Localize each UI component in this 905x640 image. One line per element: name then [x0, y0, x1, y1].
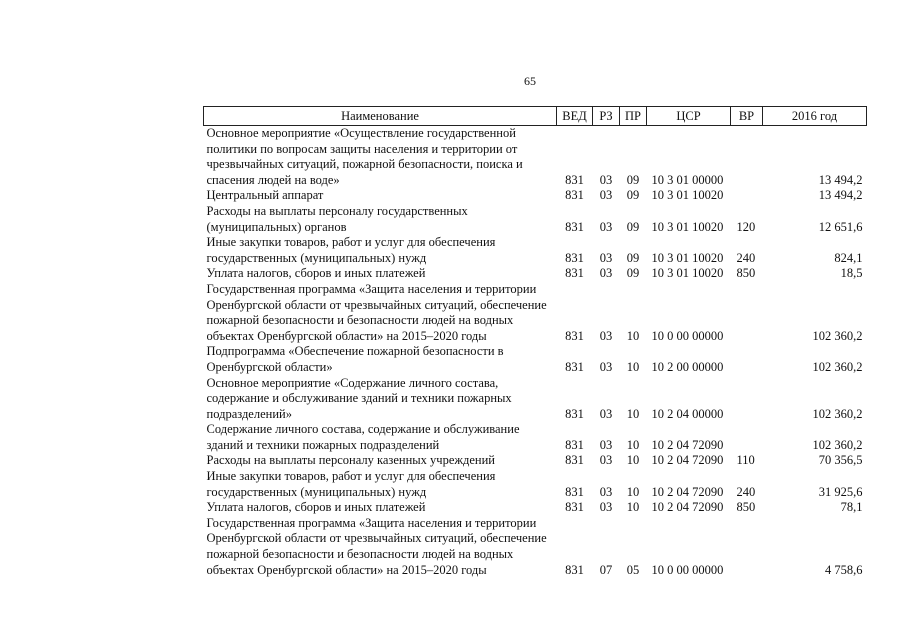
- row-csr: 10 2 04 72090: [651, 484, 724, 499]
- row-vr: [731, 188, 763, 204]
- row-csr: 10 3 01 00000: [651, 172, 724, 187]
- table-row: [204, 422, 867, 453]
- table-row: [204, 235, 867, 266]
- row-csr: 10 3 01 10020: [651, 188, 724, 203]
- row-name: Основное мероприятие «Содержание личного состава, содержание и обслуживание зданий и техники пожарных подразделений»: [206, 375, 512, 421]
- row-vr: [731, 282, 763, 344]
- row-ved: 831: [565, 188, 584, 203]
- row-name: Подпрограмма «Обеспечение пожарной безопасности в Оренбургской области»: [206, 344, 504, 374]
- row-vr: 110: [736, 453, 755, 468]
- budget-table: [203, 106, 867, 578]
- row-pr: 09: [626, 188, 640, 203]
- table-row: [204, 282, 867, 344]
- table-row: [204, 344, 867, 375]
- row-ved: 831: [565, 219, 584, 234]
- row-pr: 09: [626, 250, 640, 265]
- row-pr: 10: [626, 500, 640, 515]
- row-vr: 240: [736, 484, 756, 499]
- row-rz: 03: [599, 453, 613, 468]
- row-sum: 31 925,6: [818, 484, 863, 499]
- row-name: Уплата налогов, сборов и иных платежей: [206, 500, 426, 515]
- row-sum: 78,1: [840, 500, 863, 515]
- row-rz: 03: [599, 250, 613, 265]
- row-vr: [731, 376, 763, 423]
- row-pr: 10: [626, 328, 640, 343]
- row-name: Иные закупки товаров, работ и услуг для обеспечения государственных (муниципальных) нужд: [206, 469, 496, 499]
- row-name: Расходы на выплаты персоналу казенных учреждений: [206, 453, 495, 468]
- row-vr: 850: [736, 500, 756, 515]
- row-ved: 831: [565, 406, 584, 421]
- row-vr: [731, 422, 763, 453]
- table-row: [204, 500, 867, 516]
- row-pr: 10: [626, 359, 640, 374]
- row-rz: 03: [599, 500, 613, 515]
- row-pr: 10: [626, 437, 640, 452]
- table-row: [204, 376, 867, 423]
- row-rz: 03: [599, 437, 613, 452]
- row-csr: 10 3 01 10020: [651, 266, 724, 281]
- header-vr: ВР: [731, 107, 763, 126]
- row-rz: 03: [599, 219, 613, 234]
- row-csr: 10 0 00 00000: [651, 328, 724, 343]
- row-rz: 03: [599, 484, 613, 499]
- row-name: Расходы на выплаты персоналу государственных (муниципальных) органов: [206, 203, 468, 234]
- page-number: 65: [524, 74, 536, 88]
- header-pr: ПР: [620, 107, 647, 126]
- row-name: Центральный аппарат: [206, 188, 324, 203]
- row-vr: 240: [736, 250, 756, 265]
- table-row: [204, 188, 867, 204]
- row-csr: 10 0 00 00000: [651, 562, 724, 577]
- table-row: [204, 204, 867, 235]
- row-csr: 10 2 04 72090: [651, 437, 724, 452]
- header-sum: 2016 год: [763, 107, 867, 126]
- row-sum: 70 356,5: [818, 453, 863, 468]
- row-ved: 831: [565, 266, 584, 281]
- row-sum: 824,1: [834, 250, 863, 265]
- row-rz: 03: [599, 172, 613, 187]
- row-pr: 09: [626, 219, 640, 234]
- row-ved: 831: [565, 500, 584, 515]
- row-ved: 831: [565, 562, 584, 577]
- row-csr: 10 2 04 72090: [651, 500, 724, 515]
- row-sum: 13 494,2: [818, 172, 863, 187]
- row-rz: 03: [599, 406, 613, 421]
- row-name: Содержание личного состава, содержание и обслуживание зданий и техники пожарных подразделений: [206, 422, 520, 452]
- row-pr: 10: [626, 453, 640, 468]
- row-sum: 102 360,2: [812, 328, 863, 343]
- row-ved: 831: [565, 484, 584, 499]
- row-sum: 102 360,2: [812, 359, 863, 374]
- row-vr: 120: [736, 219, 756, 234]
- header-ved: ВЕД: [557, 107, 593, 126]
- row-pr: 05: [626, 562, 640, 577]
- row-ved: 831: [565, 172, 584, 187]
- row-csr: 10 2 00 00000: [651, 359, 724, 374]
- row-rz: 03: [599, 359, 613, 374]
- row-vr: [731, 516, 763, 578]
- row-rz: 03: [599, 188, 613, 203]
- table-row: [204, 516, 867, 578]
- row-sum: 102 360,2: [812, 437, 863, 452]
- row-ved: 831: [565, 328, 584, 343]
- row-ved: 831: [565, 250, 584, 265]
- row-rz: 03: [599, 266, 613, 281]
- row-ved: 831: [565, 437, 584, 452]
- row-pr: 09: [626, 266, 640, 281]
- row-vr: [731, 344, 763, 375]
- table-row: [204, 453, 867, 469]
- row-rz: 03: [599, 328, 613, 343]
- row-rz: 07: [599, 562, 613, 577]
- row-csr: 10 3 01 10020: [651, 219, 724, 234]
- row-pr: 10: [626, 484, 640, 499]
- row-sum: 13 494,2: [818, 188, 863, 203]
- row-sum: 12 651,6: [818, 219, 863, 234]
- table-row: [204, 469, 867, 500]
- row-vr: 850: [736, 266, 756, 281]
- row-sum: 4 758,6: [825, 562, 863, 577]
- table-row: [204, 266, 867, 282]
- row-name: Основное мероприятие «Осуществление государственной политики по вопросам защиты населения и территории от чрезвычайных ситуаций, пожарной безопасности, поиска и спасения людей на воде»: [206, 126, 523, 187]
- row-sum: 102 360,2: [812, 406, 863, 421]
- row-name: Уплата налогов, сборов и иных платежей: [206, 266, 426, 281]
- row-pr: 09: [626, 172, 640, 187]
- row-name: Государственная программа «Защита населения и территории Оренбургской области от чрезвычайных ситуаций, обеспечение пожарной безопасности и безопасности людей на водных объектах Оренбургской области» на 2015–2020 годы: [206, 281, 547, 343]
- row-ved: 831: [565, 359, 584, 374]
- table-header-row: [204, 107, 867, 126]
- header-rz: РЗ: [593, 107, 620, 126]
- header-name: Наименование: [204, 107, 557, 126]
- row-pr: 10: [626, 406, 640, 421]
- row-csr: 10 2 04 72090: [651, 453, 724, 468]
- row-csr: 10 2 04 00000: [651, 406, 724, 421]
- row-name: Государственная программа «Защита населения и территории Оренбургской области от чрезвычайных ситуаций, обеспечение пожарной безопасности и безопасности людей на водных объектах Оренбургской области» на 2015–2020 годы: [206, 515, 547, 577]
- row-csr: 10 3 01 10020: [651, 250, 724, 265]
- row-ved: 831: [565, 453, 584, 468]
- table-row: [204, 126, 867, 189]
- row-vr: [731, 126, 763, 189]
- row-name: Иные закупки товаров, работ и услуг для обеспечения государственных (муниципальных) нужд: [206, 235, 496, 265]
- header-csr: ЦСР: [647, 107, 731, 126]
- row-sum: 18,5: [840, 266, 863, 281]
